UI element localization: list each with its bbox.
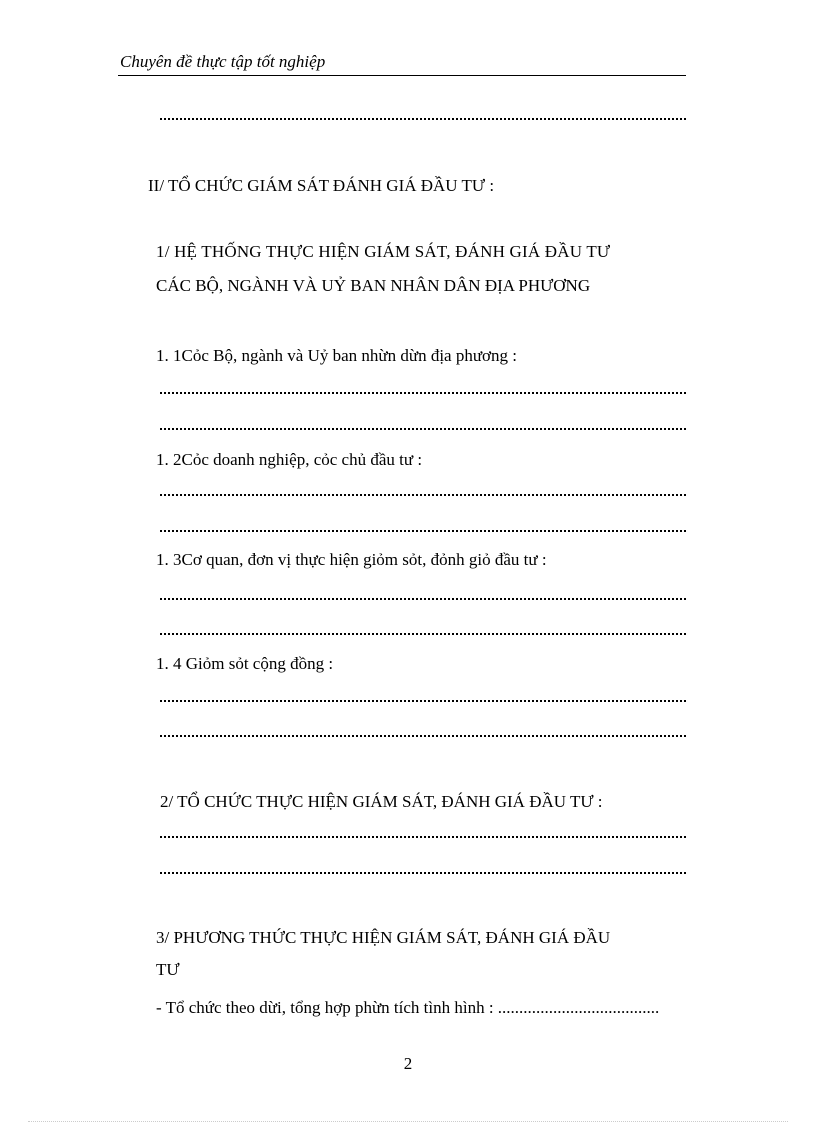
subsection-1-heading-line2: CÁC BỘ, NGÀNH VÀ UỶ BAN NHÂN DÂN ĐỊA PHƯƠNG [156,276,591,295]
dotted-fill-line [160,392,686,394]
dotted-fill-line [160,530,686,532]
dotted-fill-line [160,836,686,838]
dotted-fill-line [160,428,686,430]
dotted-fill-line [160,700,686,702]
item-1-3: 1. 3Cơ quan, đơn vị thực hiện giỏm sỏt, đỏnh giỏ đầu tư : [156,550,547,569]
subsection-3-heading-line1: 3/ PHƯƠNG THỨC THỰC HIỆN GIÁM SÁT, ĐÁNH GIÁ ĐẦU [156,928,611,947]
page-bottom-edge [28,1121,788,1122]
subsection-3-heading-line2: TƯ [156,960,180,979]
page-number: 2 [403,1054,413,1073]
bullet-item: - Tổ chức theo dừi, tổng hợp phừn tích tình hình : ...................................... [156,998,660,1017]
item-1-4: 1. 4 Giỏm sỏt cộng đồng : [156,654,334,673]
header-divider [118,75,686,76]
dotted-fill-line [160,633,686,635]
document-header-title: Chuyên đề thực tập tốt nghiệp [120,52,326,71]
subsection-2-heading: 2/ TỔ CHỨC THỰC HIỆN GIÁM SÁT, ĐÁNH GIÁ ĐẦU TƯ : [160,792,603,811]
dotted-fill-line [160,494,686,496]
section-heading: II/ TỔ CHỨC GIÁM SÁT ĐÁNH GIÁ ĐẦU TƯ : [148,176,495,195]
dotted-fill-line [160,735,686,737]
subsection-1-heading-line1: 1/ HỆ THỐNG THỰC HIỆN GIÁM SÁT, ĐÁNH GIÁ ĐẦU TƯ [156,242,611,261]
item-1-2: 1. 2Cỏc doanh nghiệp, cỏc chủ đầu tư : [156,450,423,469]
dotted-fill-line [160,872,686,874]
item-1-1: 1. 1Cỏc Bộ, ngành và Uỷ ban nhừn dừn địa phương : [156,346,518,365]
dotted-fill-line [160,118,686,120]
dotted-fill-line [160,598,686,600]
